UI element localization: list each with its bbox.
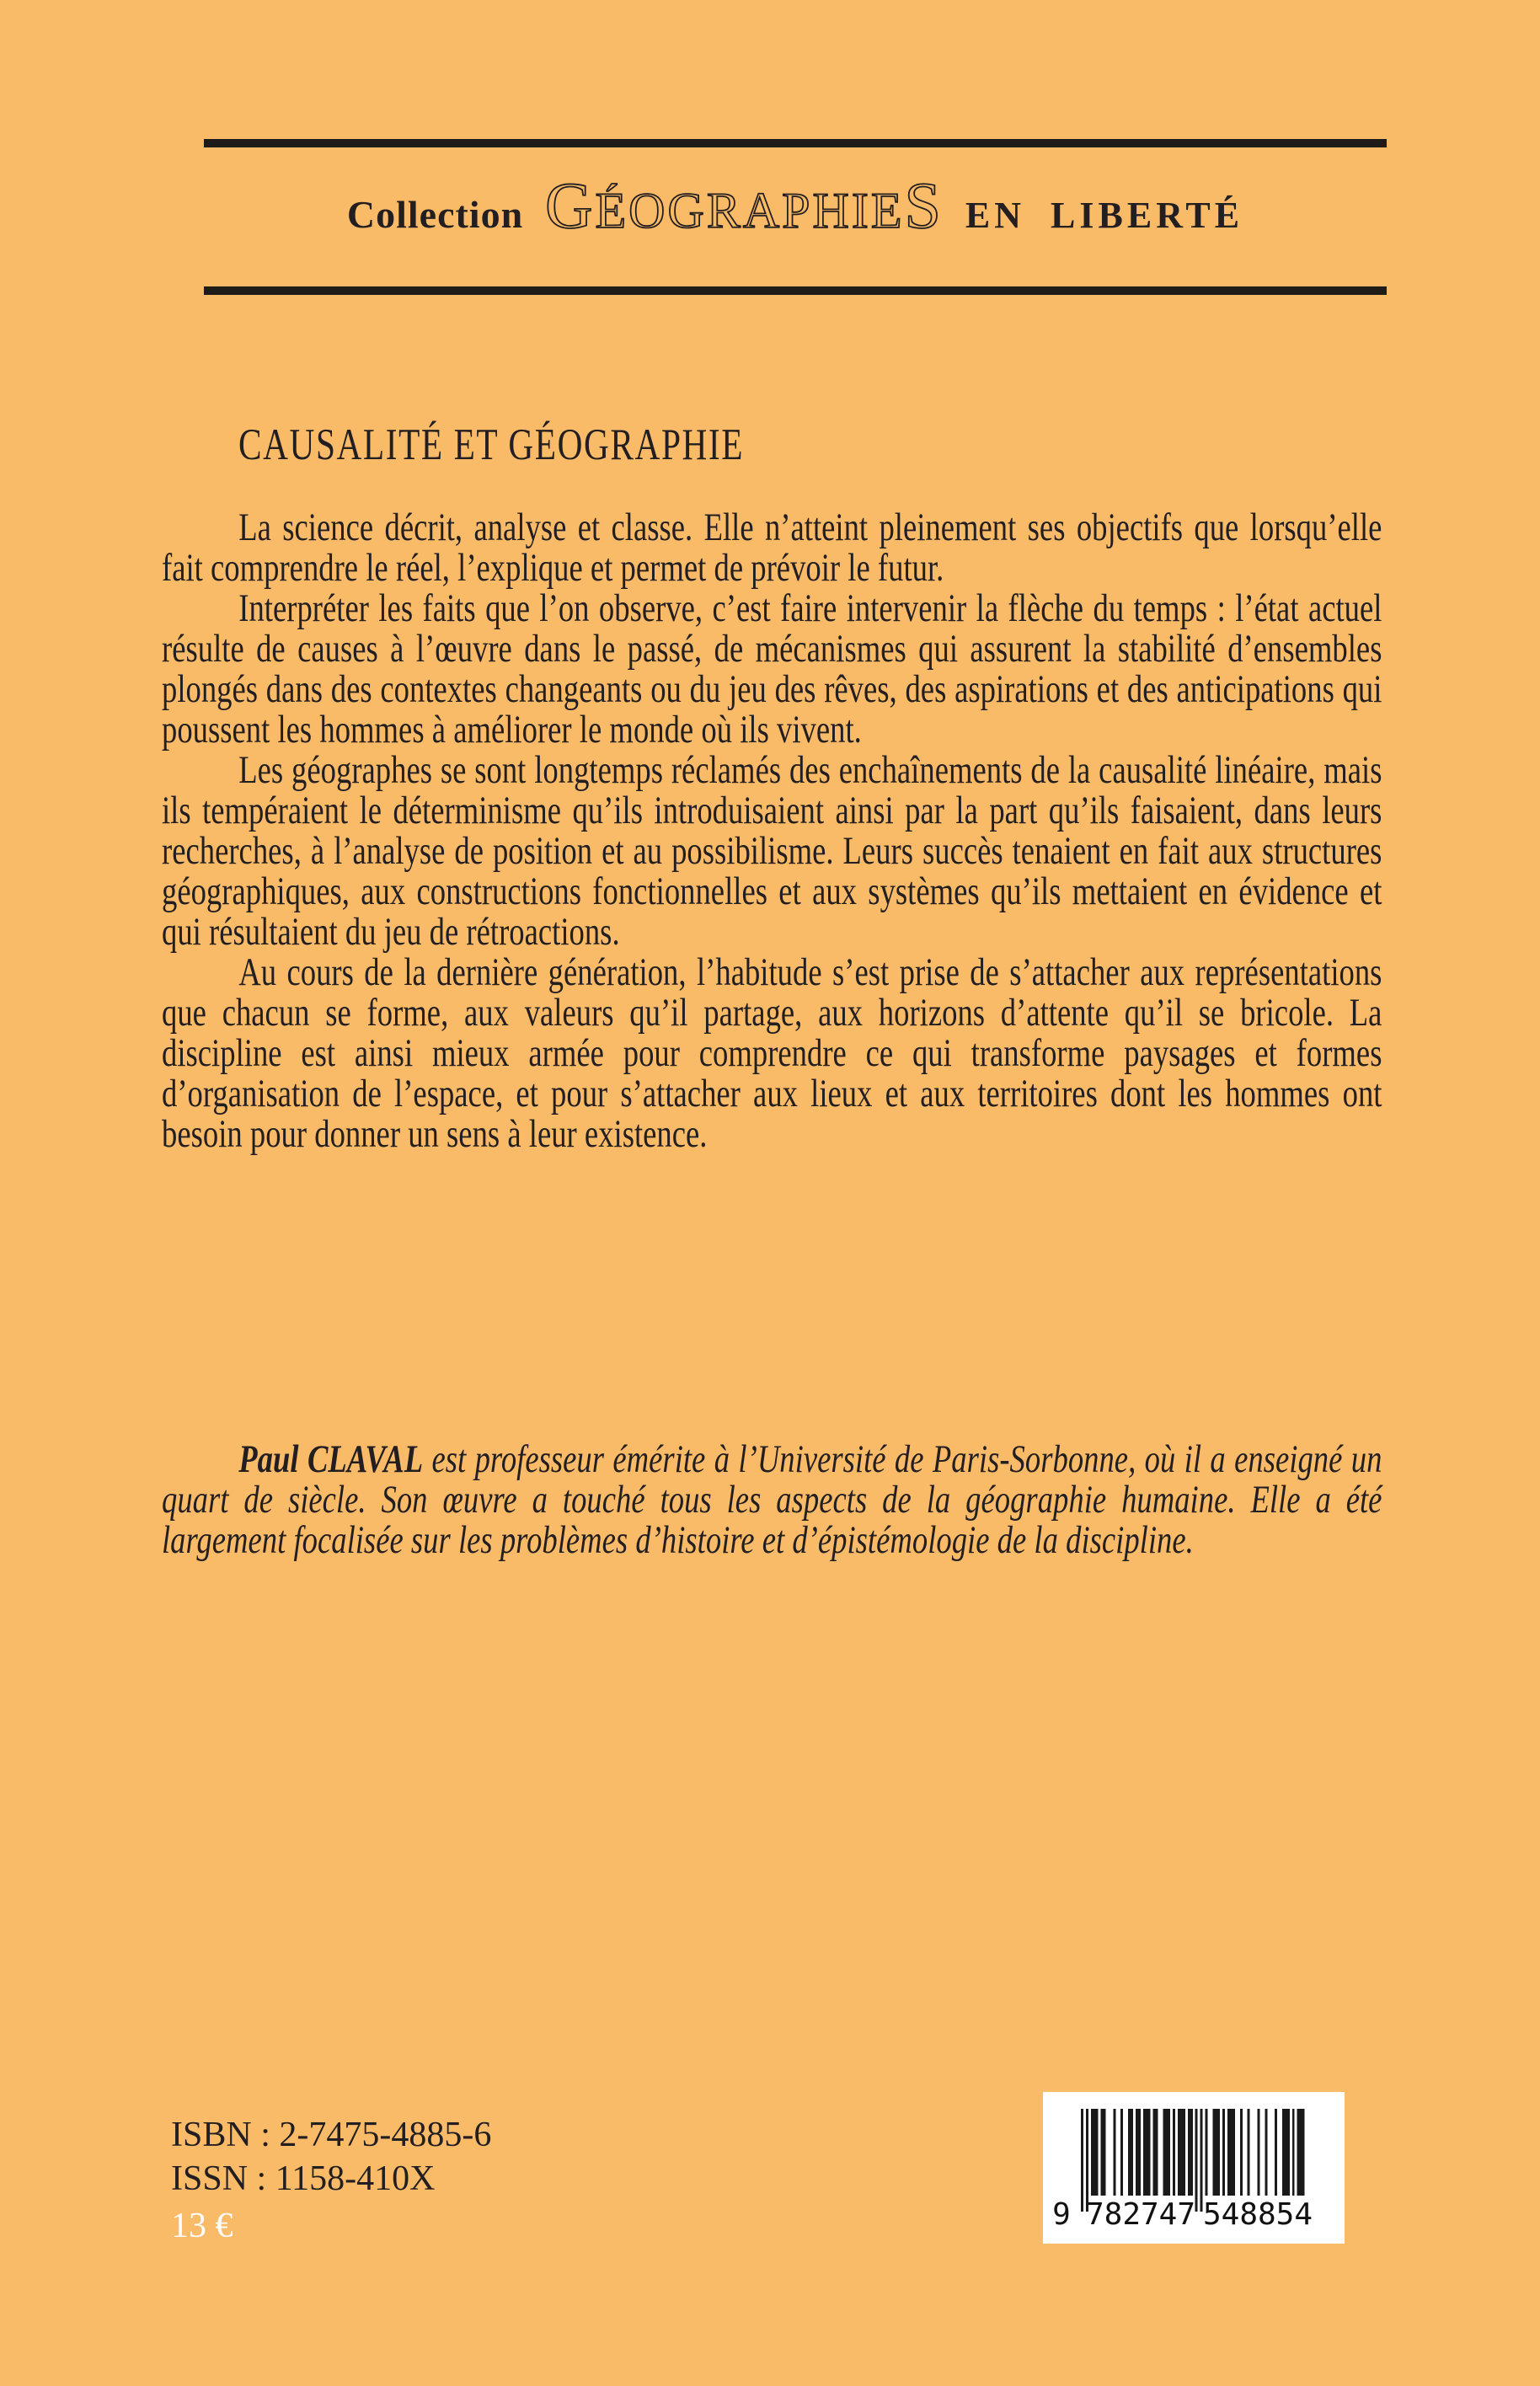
series-subtitle: EN LIBERTÉ — [965, 195, 1244, 236]
paragraph-1: La science décrit, analyse et classe. Elle n’atteint pleinement ses objectifs que lorsqu’elle fait comprendre le réel, l’explique et permet de prévoir le futur. — [162, 506, 1382, 590]
collection-label: Collection — [346, 193, 524, 236]
back-cover-text — [162, 507, 1382, 1154]
paragraph-2: Interpréter les faits que l’on observe, c’est faire intervenir la flèche du temps : l’état actuel résulte de causes à l’œuvre dans le passé, de mécanismes qui assurent la stabilité d’ensembles plongés dans des contextes changeants ou du jeu des rêves, des aspirations et des anticipations qui poussent les hommes à améliorer le monde où ils vivent. — [162, 586, 1382, 752]
isbn-line: ISBN : 2-7475-4885-6 — [171, 2116, 492, 2154]
series-title-lead: G — [545, 169, 596, 242]
price-label: 13 € — [171, 2207, 233, 2245]
series-title-mid: ÉOGRAPHIE — [595, 183, 905, 238]
book-title: CAUSALITÉ ET GÉOGRAPHIE — [238, 420, 745, 469]
author-bio — [162, 1439, 1382, 1560]
paragraph-4: Au cours de la dernière génération, l’habitude s’est prise de s’attacher aux représentations que chacun se forme, aux valeurs qu’il partage, aux horizons d’attente qu’il se bricole. La discipline est ainsi mieux armée pour comprendre ce qui transforme paysages et formes d’organisation de l’espace, et pour s’attacher aux lieux et aux territoires dont les hommes ont besoin pour donner un sens à leur existence. — [162, 950, 1382, 1156]
top-rule — [204, 139, 1387, 147]
series-title-tail: S — [904, 169, 944, 242]
bottom-rule — [204, 286, 1387, 295]
barcode-bars — [1081, 2109, 1305, 2212]
ean13-barcode-icon — [1043, 2092, 1345, 2244]
barcode-digits-right: 548854 — [1202, 2197, 1313, 2232]
issn-line: ISSN : 1158-410X — [171, 2159, 436, 2198]
paragraph-3: Les géographes se sont longtemps réclamés des enchaînements de la causalité linéaire, mais ils tempéraient le déterminisme qu’ils introduisaient ainsi par la part qu’ils faisaient, dans leurs recherches, à l’analyse de position et au possibilisme. Leurs succès tenaient en fait aux structures géographiques, aux constructions fonctionnelles et aux systèmes qu’ils mettaient en évidence et qui résultaient du jeu de rétroactions. — [162, 748, 1382, 954]
author-bio-text: est professeur émérite à l’Université de Paris-Sorbonne, où il a enseigné un quart de siècle. Son œuvre a touché tous les aspects de la géographie humaine. Elle a été largement focalisée sur les problèmes d’histoire et d’épistémologie de la discipline. — [162, 1437, 1382, 1562]
series-title — [545, 169, 944, 242]
collection-banner — [204, 165, 1387, 265]
barcode-digit-first: 9 — [1052, 2197, 1071, 2232]
author-bio-paragraph — [162, 1439, 1382, 1560]
barcode-panel — [1043, 2092, 1345, 2244]
author-name: Paul CLAVAL — [238, 1437, 424, 1481]
barcode-digits-left: 782747 — [1085, 2197, 1196, 2232]
